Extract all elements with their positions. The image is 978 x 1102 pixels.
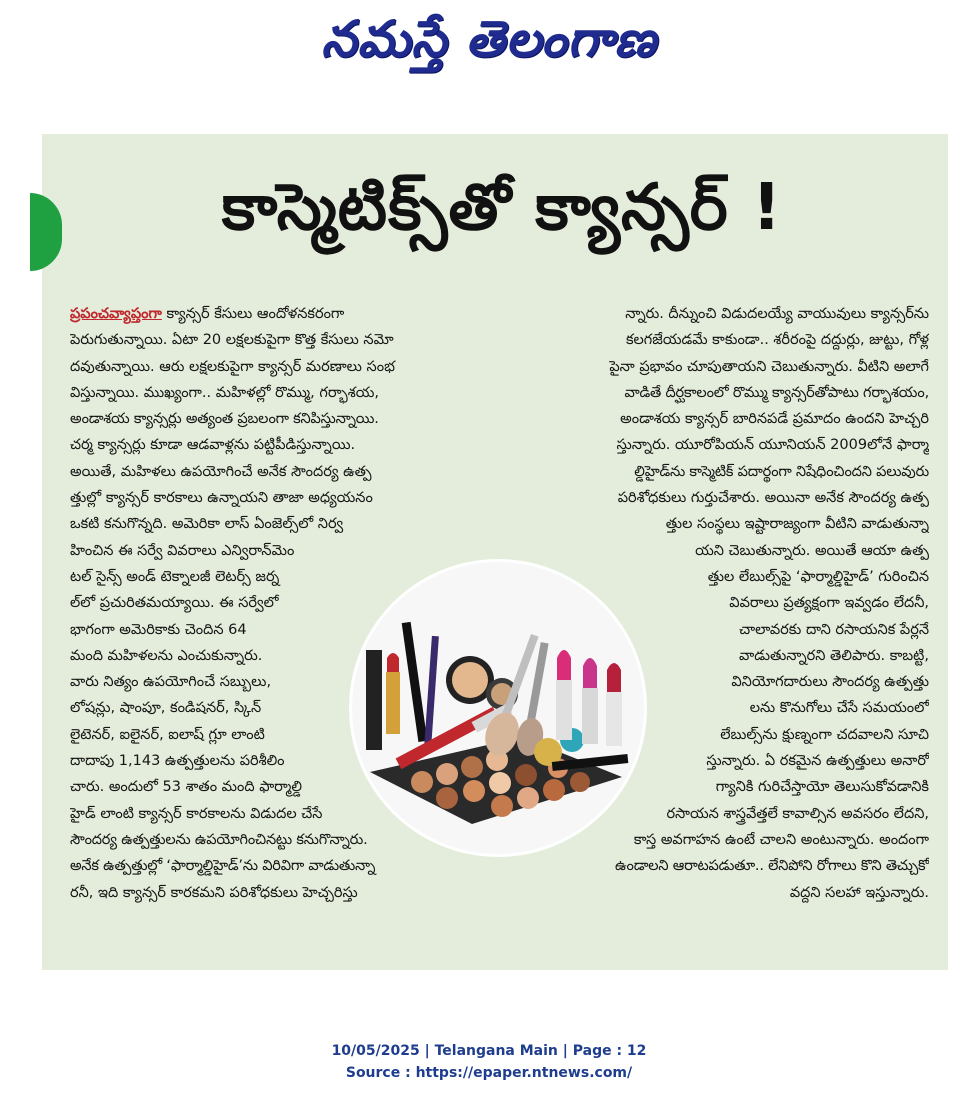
text-line: అనేక ఉత్పత్తుల్లో ‘ఫార్మాల్డిహైడ్’ను విరివిగా వాడుతున్నా [70, 858, 376, 875]
text-line: త్తుల సంస్థలు ఇష్టారాజ్యంగా వీటిని వాడుతున్నా [665, 516, 929, 533]
text-line: ఉండాలని ఆరాటపడుతూ.. లేనిపోని రోగాలు కొని తెచ్చుకో [614, 858, 929, 875]
text-line: వివరాలు ప్రత్యక్షంగా ఇవ్వడం లేదనీ, [729, 595, 929, 612]
text-line: హైడ్ లాంటి క్యాన్సర్ కారకాలను విడుదల చేసే [70, 805, 323, 822]
text-line: దవుతున్నాయి. ఆరు లక్షలకుపైగా క్యాన్సర్ మరణాలు సంభ [70, 358, 395, 375]
text-line: ల్డిహైడ్‌ను కాస్మెటిక్ పదార్థంగా నిషేధించిందని పలువురు [634, 463, 929, 480]
text-line: వినియోగదారులు సౌందర్య ఉత్పత్తు [731, 674, 929, 691]
text-line: అండాశయ క్యాన్సర్లు అత్యంత ప్రబలంగా కనిపిస్తున్నాయి. [70, 411, 379, 428]
text-line: టల్ సైన్స్ అండ్ టెక్నాలజీ లెటర్స్ జర్న [70, 568, 280, 585]
text-line: చాలావరకు దాని రసాయనిక పేర్లనే [739, 621, 929, 638]
text-line: అయితే, మహిళలు ఉపయోగించే అనేక సౌందర్య ఉత్ప [70, 463, 372, 480]
text-line: వాడుతున్నారని తెలిపారు. కాబట్టి, [739, 647, 929, 664]
text-line: పెరుగుతున్నాయి. ఏటా 20 లక్షలకుపైగా కొత్త కేసులు నమో [70, 332, 394, 349]
text-line: భాగంగా అమెరికాకు చెందిన 64 [70, 621, 247, 638]
text-line: త్తుల లేబుల్స్‌పై ‘ఫార్మాల్డిహైడ్’ గురించిన [707, 568, 929, 585]
page-footer [0, 1040, 978, 1084]
text-line: త్తుల్లో క్యాన్సర్ కారకాలు ఉన్నాయని తాజా అధ్యయనం [70, 490, 373, 507]
text-line: లోషన్లు, షాంపూ, కండిషనర్, స్కిన్ [70, 700, 262, 717]
cosmetics-illustration [352, 562, 644, 854]
text-line: న్నారు. దీన్నుంచి విడుదలయ్యే వాయువులు క్యాన్సర్‌ను [625, 306, 929, 322]
text-line: పరిశోధకులు గుర్తుచేశారు. అయినా అనేక సౌందర్య ఉత్ప [617, 490, 929, 507]
text-line: వాడితే దీర్ఘకాలంలో రొమ్ము క్యాన్సర్‌తోపాటు గర్భాశయం, [624, 384, 929, 401]
text-line: మంది మహిళలను ఎంచుకున్నారు. [70, 647, 263, 664]
text-line: ప్రపంచవ్యాప్తంగా క్యాన్సర్ కేసులు ఆందోళనకరంగా [70, 306, 345, 322]
text-line: ల్‌లో ప్రచురితమయ్యాయి. ఈ సర్వేలో [70, 595, 279, 612]
cosmetics-photo [352, 562, 644, 854]
text-line: సౌందర్య ఉత్పత్తులను ఉపయోగించినట్టు కనుగొన్నారు. [70, 831, 368, 848]
text-line: విస్తున్నాయి. ముఖ్యంగా.. మహిళల్లో రొమ్ము, గర్భాశయ, [70, 384, 379, 401]
text-line: చారు. అందులో 53 శాతం మంది ఫార్మాల్డి [70, 779, 303, 796]
text-line: వారు నిత్యం ఉపయోగించే సబ్బులు, [70, 674, 272, 691]
text-line: దాదాపు 1,143 ఉత్పత్తులను పరిశీలిం [70, 753, 285, 770]
text-line: గ్యానికి గురిచేస్తాయో తెలుసుకోవడానికి [715, 779, 929, 796]
text-line: కలగజేయడమే కాకుండా.. శరీరంపై దద్దుర్లు, జుట్టు, గోళ్ల [625, 332, 929, 349]
text-line: వద్దని సలహా ఇస్తున్నారు. [789, 884, 929, 901]
text-line: అండాశయ క్యాన్సర్ బారినపడే ప్రమాదం ఉందని హెచ్చరి [620, 411, 929, 428]
text-line: యని చెబుతున్నారు. అయితే ఆయా ఉత్ప [695, 542, 929, 559]
masthead [0, 0, 978, 90]
text-line: కాస్త అవగాహన ఉంటే చాలని అంటున్నారు. అందంగా [633, 831, 929, 848]
source-link[interactable]: Source : https://epaper.ntnews.com/ [345, 1065, 633, 1081]
text-line: రనీ, ఇది క్యాన్సర్ కారకమని పరిశోధకులు హెచ్చరిస్తు [70, 884, 358, 901]
text-line: స్తున్నారు. ఏ రకమైన ఉత్పత్తులు అనారో [706, 753, 929, 770]
lead-word: ప్రపంచవ్యాప్తంగా [70, 306, 162, 322]
text-line: ఒకటి కనుగొన్నది. అమెరికా లాస్ ఏంజెల్స్‌లో నిర్వ [70, 516, 344, 533]
text-line: లేబుల్స్‌ను క్షుణ్నంగా చదవాలని సూచి [720, 726, 929, 743]
text-line: రసాయన శాస్త్రవేత్తలే కావాల్సిన అవసరం లేదని, [666, 805, 929, 822]
text-line: లైటెనర్, ఐలైనర్, ఐలాష్ గ్లూ లాంటి [70, 726, 265, 743]
text-line: హించిన ఈ సర్వే వివరాలు ఎన్విరాన్‌మెం [70, 542, 295, 559]
text-line: పైనా ప్రభావం చూపుతాయని చెబుతున్నారు. వీటిని అలాగే [609, 358, 929, 375]
masthead-logo: నమస్తే తెలంగాణ [321, 9, 657, 68]
text-line: లను కొనుగోలు చేసే సమయంలో [749, 700, 929, 717]
text-line: చర్మ క్యాన్సర్లు కూడా ఆడవాళ్లను పట్టిపీడిస్తున్నాయి. [70, 437, 356, 454]
article-headline: కాస్మెటిక్స్‌తో క్యాన్సర్ ! [221, 170, 783, 245]
edition-info: 10/05/2025 | Telangana Main | Page : 12 [331, 1043, 647, 1059]
text-line: స్తున్నారు. యూరోపియన్ యూనియన్ 2009లోనే ఫార్మా [616, 437, 929, 454]
